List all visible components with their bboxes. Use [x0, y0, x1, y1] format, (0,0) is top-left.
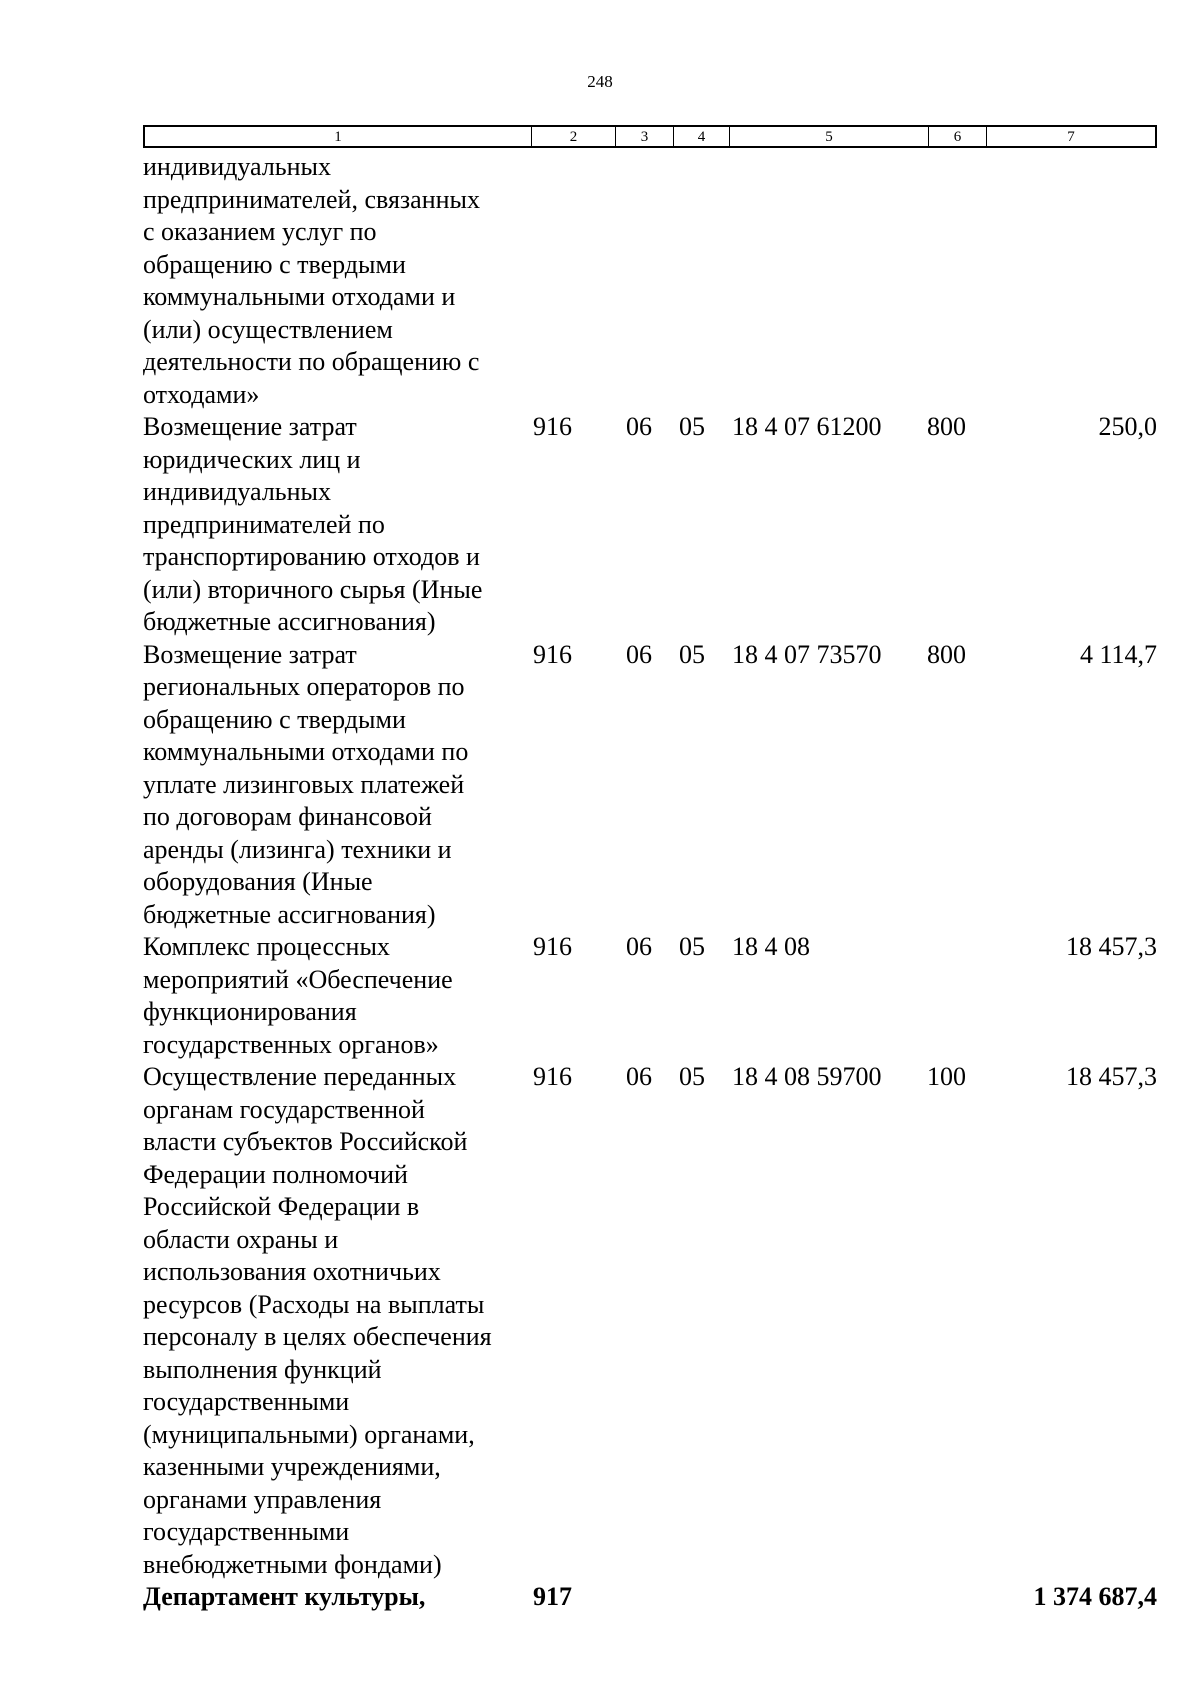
row-code-4: 05: [679, 639, 705, 669]
row-code-3: 06: [626, 932, 652, 961]
table-row: [143, 151, 1157, 411]
description-line: региональных операторов по: [143, 672, 465, 701]
row-description: [143, 1061, 530, 1581]
row-amount: 250,0: [1098, 412, 1157, 441]
description-line: по договорам финансовой: [143, 802, 432, 831]
description-line: обращению с твердыми: [143, 249, 406, 279]
description-line: ресурсов (Расходы на выплаты: [143, 1289, 485, 1319]
row-description: [143, 639, 530, 932]
row-code-5: 18 4 08: [732, 932, 810, 961]
description-line: индивидуальных: [143, 477, 332, 506]
row-code-2: 916: [533, 932, 572, 961]
row-description: [143, 931, 530, 1061]
description-line: выполнения функций: [143, 1354, 382, 1384]
description-line: коммунальными отходами по: [143, 737, 469, 766]
header-col-5: 5: [730, 127, 929, 146]
description-line: оборудования (Иные: [143, 867, 373, 896]
table-row: [143, 411, 1157, 639]
description-line: Российской Федерации в: [143, 1192, 420, 1221]
description-line: (или) вторичного сырья (Иные: [143, 574, 483, 604]
row-description: [143, 1581, 530, 1614]
table-row: [143, 1581, 1157, 1614]
description-line: области охраны и: [143, 1224, 339, 1254]
row-amount: 18 457,3: [1066, 932, 1157, 961]
row-code-6: 800: [927, 639, 966, 669]
row-code-4: 05: [679, 932, 705, 961]
description-line: Комплекс процессных: [143, 932, 390, 961]
row-code-3: 06: [626, 1062, 652, 1091]
table-header: [143, 125, 1157, 148]
description-line: казенными учреждениями,: [143, 1452, 441, 1481]
table-row: [143, 931, 1157, 1061]
description-line: индивидуальных: [143, 152, 332, 181]
description-line: власти субъектов Российской: [143, 1127, 468, 1156]
row-code-3: 06: [626, 412, 652, 441]
description-line: Департамент культуры,: [143, 1582, 426, 1611]
header-col-2: 2: [532, 127, 616, 146]
description-line: бюджетные ассигнования): [143, 899, 436, 929]
header-col-6: 6: [929, 127, 987, 146]
table-row: [143, 1061, 1157, 1581]
row-code-2: 916: [533, 412, 572, 441]
row-code-4: 05: [679, 1062, 705, 1091]
description-line: государственных органов»: [143, 1029, 439, 1059]
row-code-6: 800: [927, 412, 966, 441]
row-code-6: 100: [927, 1062, 966, 1091]
description-line: обращению с твердыми: [143, 704, 406, 734]
description-line: деятельности по обращению с: [143, 347, 480, 376]
table-row: [143, 639, 1157, 932]
header-col-1: 1: [145, 127, 532, 146]
description-line: использования охотничьих: [143, 1257, 441, 1286]
description-line: государственными: [143, 1517, 350, 1546]
description-line: Осуществление переданных: [143, 1062, 457, 1091]
description-line: внебюджетными фондами): [143, 1549, 442, 1579]
description-line: (или) осуществлением: [143, 314, 393, 344]
row-code-3: 06: [626, 639, 652, 669]
description-line: коммунальными отходами и: [143, 282, 456, 311]
row-amount: 18 457,3: [1066, 1062, 1157, 1091]
row-code-2: 916: [533, 639, 572, 669]
row-amount: 4 114,7: [1079, 639, 1157, 669]
description-line: Федерации полномочий: [143, 1159, 408, 1189]
description-line: персоналу в целях обеспечения: [143, 1322, 492, 1351]
description-line: органам государственной: [143, 1094, 425, 1124]
description-line: органами управления: [143, 1484, 382, 1514]
table-body: [143, 151, 1157, 1614]
description-line: мероприятий «Обеспечение: [143, 964, 453, 994]
description-line: транспортированию отходов и: [143, 542, 480, 571]
description-line: государственными: [143, 1387, 350, 1416]
description-line: аренды (лизинга) техники и: [143, 834, 452, 864]
row-code-5: 18 4 07 73570: [732, 639, 882, 669]
description-line: предпринимателей по: [143, 509, 385, 539]
row-description: [143, 411, 530, 639]
row-code-2: 916: [533, 1062, 572, 1091]
row-amount: 1 374 687,4: [1033, 1582, 1157, 1611]
row-code-2: 917: [533, 1582, 572, 1611]
header-col-4: 4: [674, 127, 730, 146]
row-code-5: 18 4 07 61200: [732, 412, 882, 441]
description-line: (муниципальными) органами,: [143, 1419, 475, 1449]
row-description: [143, 151, 530, 411]
description-line: Возмещение затрат: [143, 412, 357, 441]
row-code-4: 05: [679, 412, 705, 441]
description-line: Возмещение затрат: [143, 639, 357, 669]
description-line: юридических лиц и: [143, 444, 361, 474]
description-line: с оказанием услуг по: [143, 217, 377, 246]
header-col-7: 7: [1067, 129, 1075, 145]
description-line: предпринимателей, связанных: [143, 184, 481, 214]
description-line: отходами»: [143, 379, 260, 409]
description-line: бюджетные ассигнования): [143, 607, 436, 636]
header-col-3: 3: [616, 127, 674, 146]
row-code-5: 18 4 08 59700: [732, 1062, 882, 1091]
description-line: уплате лизинговых платежей: [143, 769, 465, 799]
page-number: 248: [587, 72, 613, 91]
description-line: функционирования: [143, 997, 357, 1026]
